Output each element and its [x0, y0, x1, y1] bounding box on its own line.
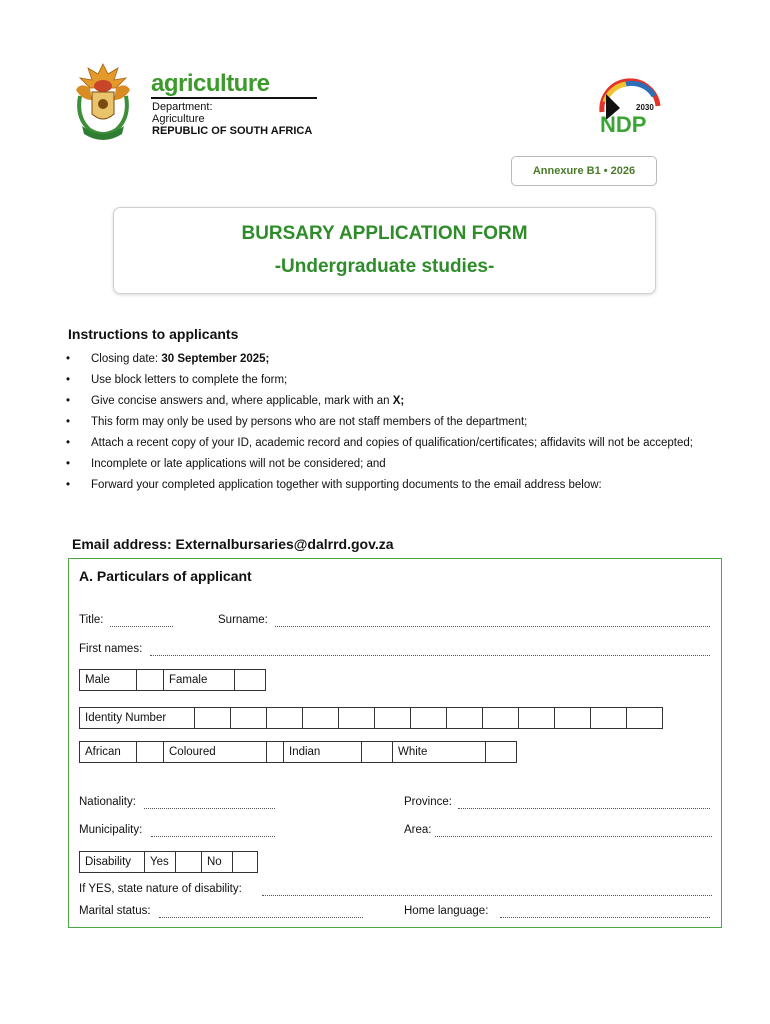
municipality-label: Municipality:: [79, 824, 143, 836]
id-digit-box[interactable]: [195, 708, 231, 729]
id-digit-box[interactable]: [591, 708, 627, 729]
first-names-label: First names:: [79, 643, 143, 655]
id-digit-box[interactable]: [447, 708, 483, 729]
race-label-coloured: Coloured: [164, 742, 267, 763]
female-label: Famale: [164, 670, 235, 691]
race-checkbox-african[interactable]: [137, 742, 164, 763]
first-names-field[interactable]: [150, 655, 710, 656]
race-table: [79, 741, 517, 763]
instructions-list: [66, 352, 726, 499]
id-digit-box[interactable]: [627, 708, 663, 729]
section-a-heading: A. Particulars of applicant: [79, 568, 252, 584]
marital-status-label: Marital status:: [79, 905, 151, 917]
no-checkbox[interactable]: [233, 852, 258, 873]
municipality-field[interactable]: [151, 836, 275, 837]
dept-name: Agriculture: [152, 113, 205, 125]
nationality-label: Nationality:: [79, 796, 136, 808]
svg-text:2030: 2030: [636, 103, 654, 112]
brand-rule: [151, 97, 317, 99]
annexure-label: Annexure B1 • 2026: [511, 156, 657, 186]
dept-label: Department:: [152, 101, 213, 113]
instruction-item: • Give concise answers and, where applicable, mark with an X;: [66, 394, 726, 409]
instruction-item: • This form may only be used by persons who are not staff members of the department;: [66, 415, 726, 430]
id-digit-box[interactable]: [339, 708, 375, 729]
id-digit-box[interactable]: [303, 708, 339, 729]
id-digit-box[interactable]: [375, 708, 411, 729]
title-field[interactable]: [110, 626, 173, 627]
form-title: BURSARY APPLICATION FORM: [241, 223, 528, 244]
home-language-field[interactable]: [500, 917, 710, 918]
female-checkbox[interactable]: [235, 670, 266, 691]
nationality-field[interactable]: [144, 808, 275, 809]
instruction-item: • Forward your completed application together with supporting documents to the email address below:: [66, 478, 726, 493]
race-label-indian: Indian: [284, 742, 362, 763]
identity-number-label: Identity Number: [80, 708, 195, 729]
email-address-line: Email address: Externalbursaries@dalrrd.gov.za: [72, 536, 394, 552]
race-label-white: White: [393, 742, 486, 763]
id-digit-box[interactable]: [411, 708, 447, 729]
marital-status-field[interactable]: [159, 917, 363, 918]
province-field[interactable]: [458, 808, 710, 809]
disability-table: [79, 851, 258, 873]
race-label-african: African: [80, 742, 137, 763]
area-field[interactable]: [435, 836, 712, 837]
yes-label: Yes: [145, 852, 176, 873]
home-language-label: Home language:: [404, 905, 489, 917]
disability-nature-label: If YES, state nature of disability:: [79, 883, 242, 895]
form-title-box: [113, 207, 656, 294]
id-digit-box[interactable]: [267, 708, 303, 729]
yes-checkbox[interactable]: [176, 852, 202, 873]
instruction-item: • Closing date: 30 September 2025;: [66, 352, 726, 367]
identity-number-table: [79, 707, 663, 729]
male-label: Male: [80, 670, 137, 691]
instruction-item: • Attach a recent copy of your ID, academic record and copies of qualification/certificates; affidavits will not be accepted;: [66, 436, 726, 451]
disability-nature-field[interactable]: [262, 895, 712, 896]
id-digit-box[interactable]: [483, 708, 519, 729]
gender-table: [79, 669, 266, 691]
no-label: No: [202, 852, 233, 873]
id-digit-box[interactable]: [555, 708, 591, 729]
brand-wordmark: agriculture: [151, 70, 270, 97]
id-digit-box[interactable]: [519, 708, 555, 729]
svg-text:NDP: NDP: [600, 112, 647, 137]
id-digit-box[interactable]: [231, 708, 267, 729]
surname-field[interactable]: [275, 626, 710, 627]
race-checkbox-indian[interactable]: [362, 742, 393, 763]
race-checkbox-white[interactable]: [486, 742, 517, 763]
form-subtitle: -Undergraduate studies-: [274, 256, 495, 277]
country-name: REPUBLIC OF SOUTH AFRICA: [152, 125, 313, 137]
instruction-item: • Use block letters to complete the form;: [66, 373, 726, 388]
surname-label: Surname:: [218, 614, 268, 626]
instructions-heading: Instructions to applicants: [68, 326, 239, 342]
ndp-2030-logo: [596, 78, 664, 138]
title-label: Title:: [79, 614, 104, 626]
province-label: Province:: [404, 796, 452, 808]
coat-of-arms-logo: [70, 60, 136, 144]
instruction-item: • Incomplete or late applications will not be considered; and: [66, 457, 726, 472]
race-checkbox-coloured[interactable]: [267, 742, 284, 763]
male-checkbox[interactable]: [137, 670, 164, 691]
disability-label: Disability: [80, 852, 145, 873]
area-label: Area:: [404, 824, 432, 836]
